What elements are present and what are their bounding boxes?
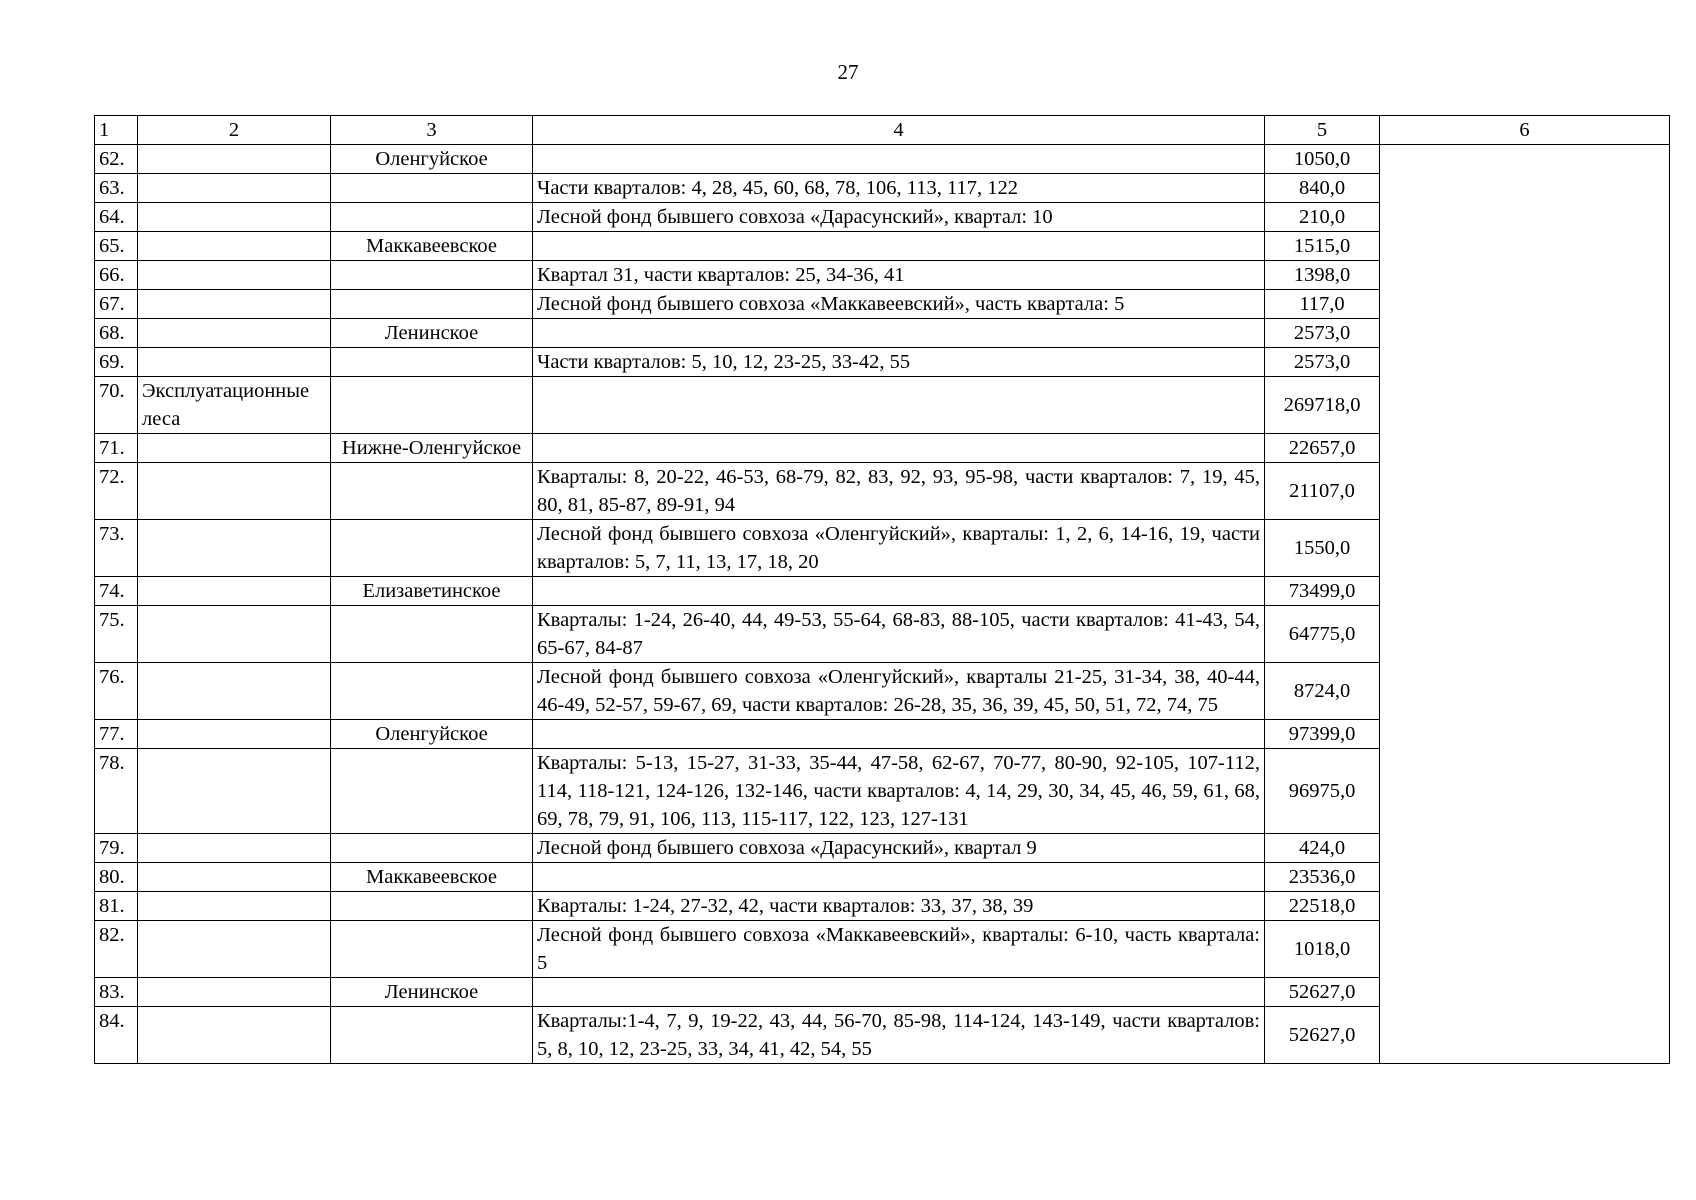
quarters-description — [533, 863, 1265, 892]
table-row — [95, 348, 1670, 377]
forestry-name — [331, 463, 533, 520]
row-number: 66. — [95, 261, 138, 290]
forest-category — [138, 606, 331, 663]
table-row — [95, 145, 1670, 174]
notes-cell — [1380, 348, 1670, 377]
forest-category — [138, 663, 331, 720]
area-value: 1550,0 — [1265, 520, 1380, 577]
quarters-description: Лесной фонд бывшего совхоза «Дарасунский», квартал 9 — [533, 834, 1265, 863]
notes-cell — [1380, 261, 1670, 290]
area-value: 1398,0 — [1265, 261, 1380, 290]
notes-cell — [1380, 463, 1670, 520]
area-value: 97399,0 — [1265, 720, 1380, 749]
area-value: 8724,0 — [1265, 663, 1380, 720]
area-value: 210,0 — [1265, 203, 1380, 232]
row-number: 84. — [95, 1007, 138, 1064]
quarters-description: Кварталы: 1-24, 26-40, 44, 49-53, 55-64, 68-83, 88-105, части кварталов: 41-43, 54, 65-67, 84-87 — [533, 606, 1265, 663]
forestry-name: Оленгуйское — [331, 145, 533, 174]
area-value: 64775,0 — [1265, 606, 1380, 663]
quarters-description: Кварталы: 1-24, 27-32, 42, части кварталов: 33, 37, 38, 39 — [533, 892, 1265, 921]
row-number: 79. — [95, 834, 138, 863]
area-value: 22657,0 — [1265, 434, 1380, 463]
quarters-description: Кварталы: 8, 20-22, 46-53, 68-79, 82, 83, 92, 93, 95-98, части кварталов: 7, 19, 45, 80, 81, 85-87, 89-91, 94 — [533, 463, 1265, 520]
notes-cell — [1380, 577, 1670, 606]
quarters-description: Квартал 31, части кварталов: 25, 34-36, 41 — [533, 261, 1265, 290]
table-row — [95, 203, 1670, 232]
table-row — [95, 892, 1670, 921]
notes-cell — [1380, 174, 1670, 203]
quarters-description: Кварталы:1-4, 7, 9, 19-22, 43, 44, 56-70, 85-98, 114-124, 143-149, части кварталов: 5, 8, 10, 12, 23-25, 33, 34, 41, 42, 54, 55 — [533, 1007, 1265, 1064]
area-value: 96975,0 — [1265, 749, 1380, 834]
forest-register-table — [94, 115, 1670, 1064]
notes-cell — [1380, 834, 1670, 863]
forestry-name — [331, 921, 533, 978]
notes-cell — [1380, 720, 1670, 749]
forestry-name — [331, 749, 533, 834]
area-value: 840,0 — [1265, 174, 1380, 203]
forest-category — [138, 863, 331, 892]
row-number: 71. — [95, 434, 138, 463]
notes-cell — [1380, 203, 1670, 232]
row-number: 73. — [95, 520, 138, 577]
quarters-description — [533, 232, 1265, 261]
area-value: 21107,0 — [1265, 463, 1380, 520]
forestry-name — [331, 663, 533, 720]
forestry-name — [331, 834, 533, 863]
quarters-description — [533, 577, 1265, 606]
notes-cell — [1380, 290, 1670, 319]
table-row — [95, 1007, 1670, 1064]
area-value: 52627,0 — [1265, 1007, 1380, 1064]
quarters-description — [533, 720, 1265, 749]
table-row — [95, 663, 1670, 720]
quarters-description — [533, 377, 1265, 434]
quarters-description: Кварталы: 5-13, 15-27, 31-33, 35-44, 47-58, 62-67, 70-77, 80-90, 92-105, 107-112, 114, 118-121, 124-126, 132-146, части кварталов: 4, 14, 29, 30, 34, 45, 46, 59, 61, 68, 69, 78, 79, 91, 106, 113, 115-117, 122, 123, 127-131 — [533, 749, 1265, 834]
table-body — [95, 116, 1670, 1064]
forestry-name: Маккавеевское — [331, 863, 533, 892]
row-number: 63. — [95, 174, 138, 203]
row-number: 82. — [95, 921, 138, 978]
area-value: 2573,0 — [1265, 319, 1380, 348]
notes-cell — [1380, 606, 1670, 663]
table-row — [95, 606, 1670, 663]
forestry-name: Ленинское — [331, 319, 533, 348]
quarters-description — [533, 978, 1265, 1007]
forest-category — [138, 749, 331, 834]
table-row — [95, 720, 1670, 749]
row-number: 77. — [95, 720, 138, 749]
notes-cell — [1380, 749, 1670, 834]
area-value: 117,0 — [1265, 290, 1380, 319]
table-row — [95, 261, 1670, 290]
row-number: 68. — [95, 319, 138, 348]
forest-category — [138, 577, 331, 606]
forest-category — [138, 978, 331, 1007]
quarters-description — [533, 434, 1265, 463]
notes-cell — [1380, 663, 1670, 720]
quarters-description: Части кварталов: 5, 10, 12, 23-25, 33-42, 55 — [533, 348, 1265, 377]
header-col-5: 5 — [1265, 116, 1380, 145]
quarters-description: Лесной фонд бывшего совхоза «Оленгуйский», кварталы: 1, 2, 6, 14-16, 19, части кварталов: 5, 7, 11, 13, 17, 18, 20 — [533, 520, 1265, 577]
quarters-description: Лесной фонд бывшего совхоза «Дарасунский», квартал: 10 — [533, 203, 1265, 232]
table-row — [95, 174, 1670, 203]
quarters-description: Лесной фонд бывшего совхоза «Маккавеевский», часть квартала: 5 — [533, 290, 1265, 319]
forestry-name — [331, 606, 533, 663]
header-col-3: 3 — [331, 116, 533, 145]
forest-category — [138, 348, 331, 377]
forestry-name: Оленгуйское — [331, 720, 533, 749]
table-row — [95, 834, 1670, 863]
notes-cell — [1380, 863, 1670, 892]
row-number: 70. — [95, 377, 138, 434]
forestry-name — [331, 348, 533, 377]
area-value: 1050,0 — [1265, 145, 1380, 174]
header-col-2: 2 — [138, 116, 331, 145]
area-value: 269718,0 — [1265, 377, 1380, 434]
table-row — [95, 749, 1670, 834]
header-col-4: 4 — [533, 116, 1265, 145]
row-number: 62. — [95, 145, 138, 174]
area-value: 424,0 — [1265, 834, 1380, 863]
forest-category — [138, 834, 331, 863]
notes-cell — [1380, 319, 1670, 348]
forestry-name: Ленинское — [331, 978, 533, 1007]
quarters-description: Лесной фонд бывшего совхоза «Маккавеевский», кварталы: 6-10, часть квартала: 5 — [533, 921, 1265, 978]
forest-category — [138, 174, 331, 203]
table-row — [95, 978, 1670, 1007]
forestry-name: Елизаветинское — [331, 577, 533, 606]
table-row — [95, 290, 1670, 319]
area-value: 23536,0 — [1265, 863, 1380, 892]
quarters-description — [533, 319, 1265, 348]
row-number: 69. — [95, 348, 138, 377]
row-number: 80. — [95, 863, 138, 892]
forest-category — [138, 520, 331, 577]
row-number: 65. — [95, 232, 138, 261]
row-number: 83. — [95, 978, 138, 1007]
forest-category — [138, 892, 331, 921]
forestry-name — [331, 1007, 533, 1064]
forestry-name: Маккавеевское — [331, 232, 533, 261]
table-row — [95, 921, 1670, 978]
table-row — [95, 577, 1670, 606]
row-number: 81. — [95, 892, 138, 921]
forestry-name — [331, 377, 533, 434]
table-row — [95, 520, 1670, 577]
area-value: 1018,0 — [1265, 921, 1380, 978]
table-row — [95, 232, 1670, 261]
notes-cell — [1380, 434, 1670, 463]
notes-cell — [1380, 377, 1670, 434]
forestry-name — [331, 290, 533, 319]
forest-category — [138, 921, 331, 978]
row-number: 64. — [95, 203, 138, 232]
forest-category — [138, 1007, 331, 1064]
forest-category — [138, 720, 331, 749]
notes-cell — [1380, 921, 1670, 978]
forest-category — [138, 232, 331, 261]
notes-cell — [1380, 232, 1670, 261]
area-value: 73499,0 — [1265, 577, 1380, 606]
row-number: 75. — [95, 606, 138, 663]
forest-category: Эксплуатационные леса — [138, 377, 331, 434]
forestry-name — [331, 174, 533, 203]
forest-category — [138, 261, 331, 290]
header-col-1: 1 — [95, 116, 138, 145]
area-value: 1515,0 — [1265, 232, 1380, 261]
forestry-name — [331, 261, 533, 290]
row-number: 74. — [95, 577, 138, 606]
header-row — [95, 116, 1670, 145]
table-row — [95, 377, 1670, 434]
forest-category — [138, 319, 331, 348]
notes-cell — [1380, 520, 1670, 577]
area-value: 2573,0 — [1265, 348, 1380, 377]
quarters-description — [533, 145, 1265, 174]
notes-cell — [1380, 1007, 1670, 1064]
notes-cell — [1380, 892, 1670, 921]
forest-category — [138, 290, 331, 319]
row-number: 78. — [95, 749, 138, 834]
forest-category — [138, 145, 331, 174]
notes-cell — [1380, 978, 1670, 1007]
row-number: 76. — [95, 663, 138, 720]
table-row — [95, 434, 1670, 463]
area-value: 22518,0 — [1265, 892, 1380, 921]
forest-category — [138, 203, 331, 232]
forestry-name: Нижне-Оленгуйское — [331, 434, 533, 463]
table-row — [95, 319, 1670, 348]
forest-category — [138, 463, 331, 520]
quarters-description: Части кварталов: 4, 28, 45, 60, 68, 78, 106, 113, 117, 122 — [533, 174, 1265, 203]
table-row — [95, 863, 1670, 892]
header-col-6: 6 — [1380, 116, 1670, 145]
row-number: 72. — [95, 463, 138, 520]
forestry-name — [331, 520, 533, 577]
forestry-name — [331, 892, 533, 921]
forest-category — [138, 434, 331, 463]
forestry-name — [331, 203, 533, 232]
quarters-description: Лесной фонд бывшего совхоза «Оленгуйский», кварталы 21-25, 31-34, 38, 40-44, 46-49, 52-57, 59-67, 69, части кварталов: 26-28, 35, 36, 39, 45, 50, 51, 72, 74, 75 — [533, 663, 1265, 720]
area-value: 52627,0 — [1265, 978, 1380, 1007]
table-row — [95, 463, 1670, 520]
page-number: 27 — [837, 60, 859, 84]
row-number: 67. — [95, 290, 138, 319]
notes-cell — [1380, 145, 1670, 174]
